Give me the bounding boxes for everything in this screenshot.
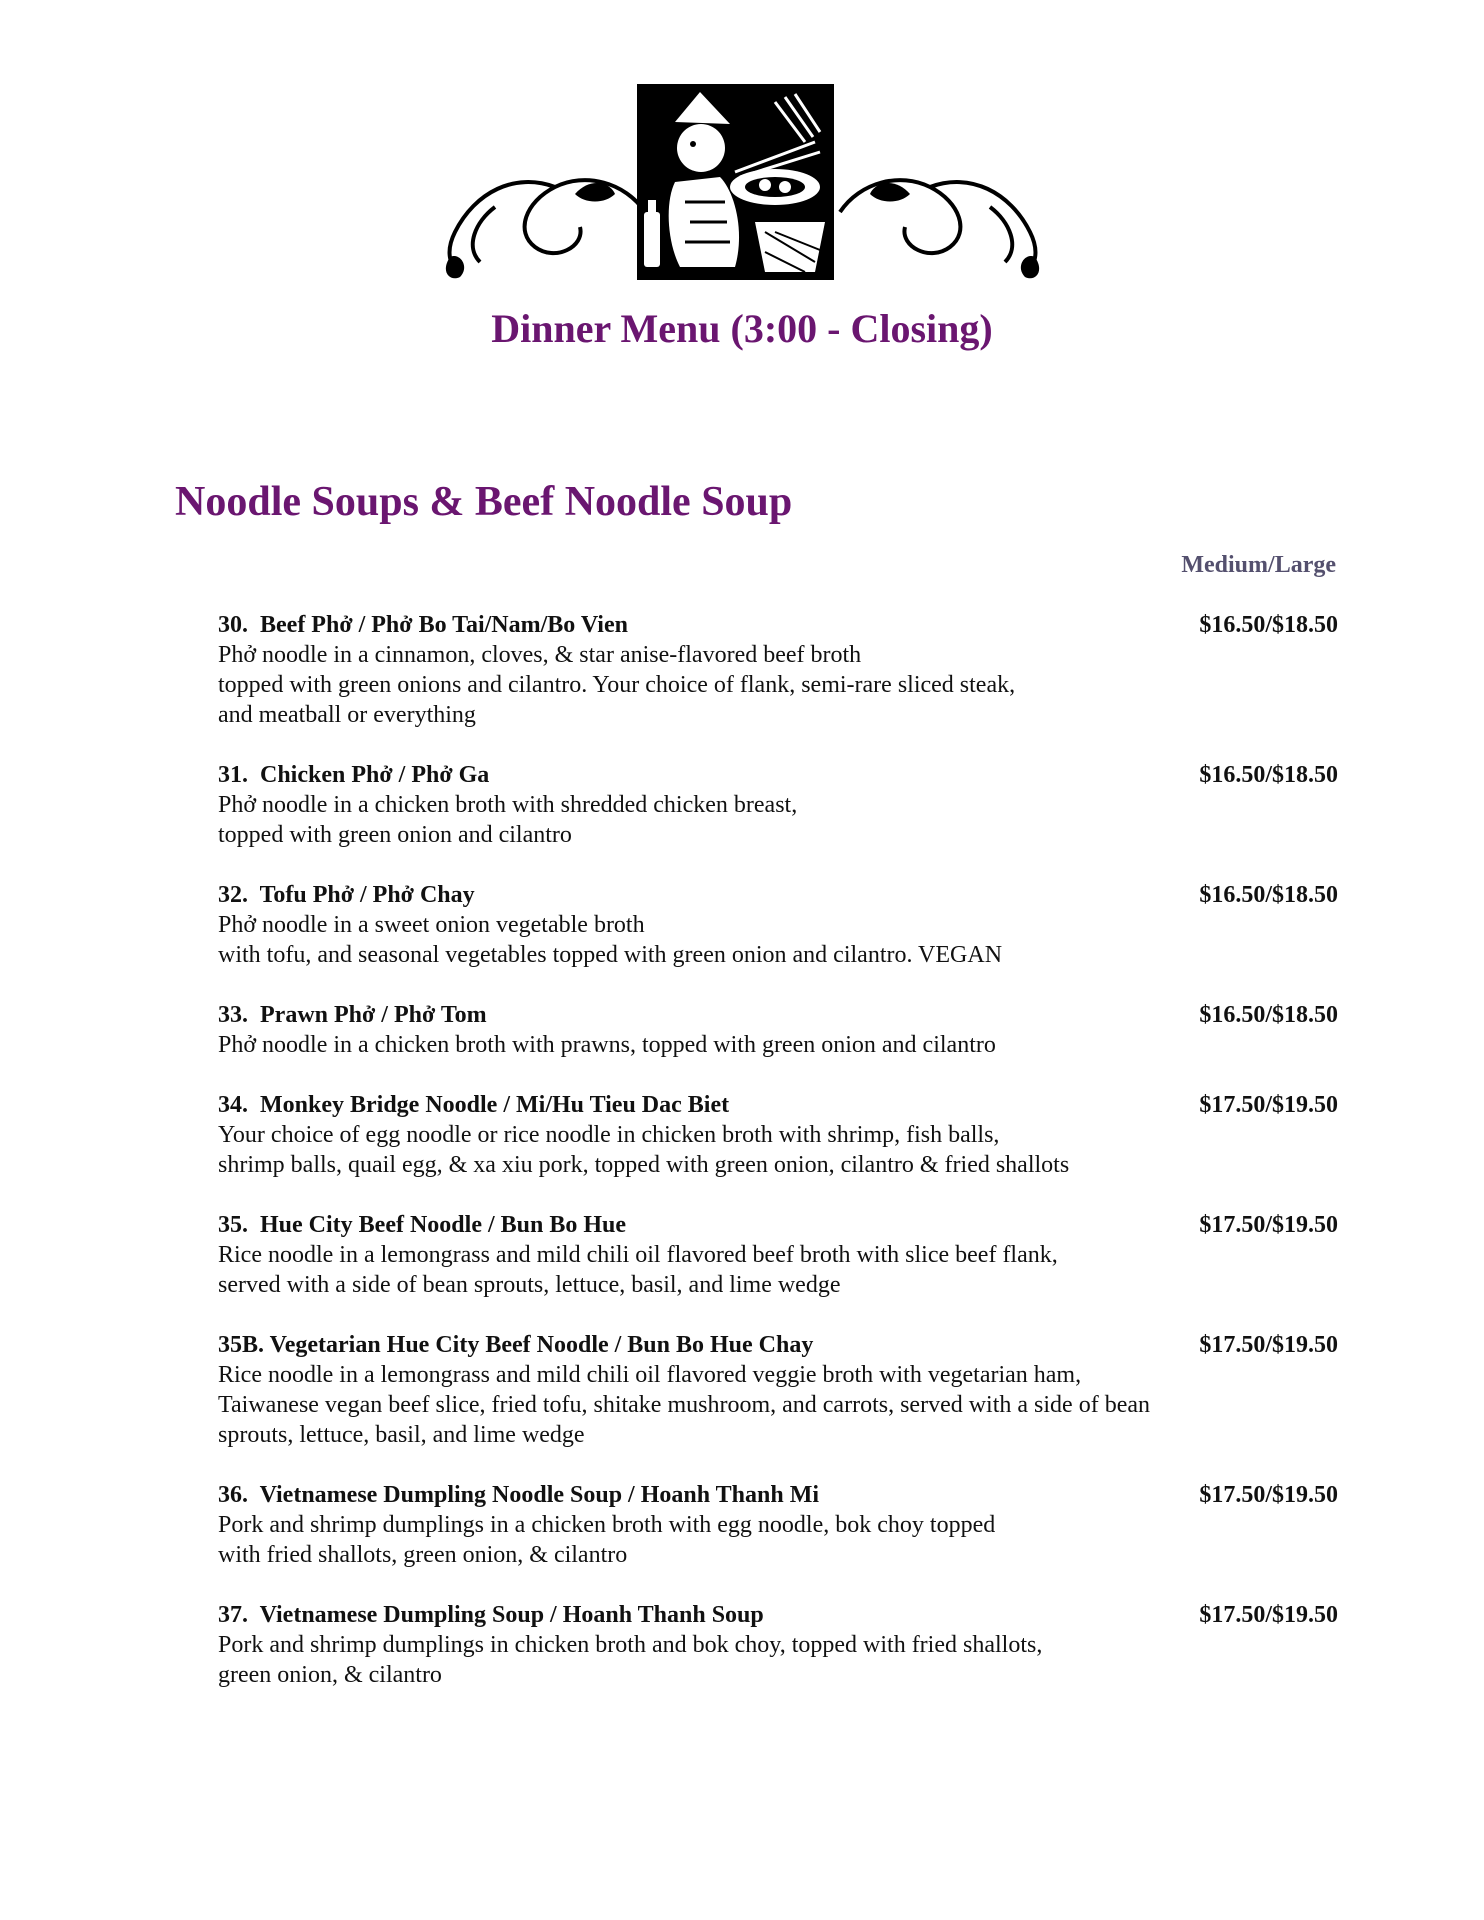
menu-item-name: 30. Beef Phở / Phở Bo Tai/Nam/Bo Vien [218, 612, 628, 638]
logo [435, 82, 1050, 282]
menu-item-price: $17.50/$19.50 [1199, 1092, 1338, 1118]
menu-item [218, 760, 1338, 850]
menu-item-header [218, 1600, 1338, 1630]
menu-item-name: 32. Tofu Phở / Phở Chay [218, 882, 475, 908]
menu-item-price: $17.50/$19.50 [1199, 1482, 1338, 1508]
menu-item-price: $16.50/$18.50 [1199, 762, 1338, 788]
menu-item-description: Phở noodle in a chicken broth with shredded chicken breast, topped with green onion and cilantro [218, 792, 798, 848]
size-column-label: Medium/Large [1181, 552, 1336, 578]
right-flourish-ornament [840, 180, 1035, 272]
menu-item-header [218, 610, 1338, 640]
menu-item [218, 1330, 1338, 1450]
vietnamese-girl-eating-pho-logo [435, 82, 1050, 282]
page-title: Dinner Menu (3:00 - Closing) [491, 306, 993, 351]
menu-item-header [218, 760, 1338, 790]
menu-item [218, 1000, 1338, 1060]
menu-item-description: Rice noodle in a lemongrass and mild chili oil flavored veggie broth with vegetarian ham, Taiwanese vegan beef slice, fried tofu, shitake mushroom, and carrots, served with a side of bean sprouts, lettuce, basil, and lime wedge [218, 1362, 1150, 1448]
menu-item-description: Your choice of egg noodle or rice noodle in chicken broth with shrimp, fish balls, shrimp balls, quail egg, & xa xiu pork, topped with green onion, cilantro & fried shallots [218, 1122, 1070, 1178]
menu-item-header [218, 1090, 1338, 1120]
menu-item-header [218, 1210, 1338, 1240]
menu-item-price: $16.50/$18.50 [1199, 612, 1338, 638]
menu-item-description: Pork and shrimp dumplings in chicken broth and bok choy, topped with fried shallots, green onion, & cilantro [218, 1632, 1043, 1688]
menu-item-name: 35B. Vegetarian Hue City Beef Noodle / Bun Bo Hue Chay [218, 1332, 814, 1358]
menu-item [218, 610, 1338, 730]
menu-item-header [218, 880, 1338, 910]
menu-item-description: Phở noodle in a sweet onion vegetable broth with tofu, and seasonal vegetables topped with green onion and cilantro. VEGAN [218, 912, 1003, 968]
menu-item [218, 1600, 1338, 1690]
menu-item-name: 37. Vietnamese Dumpling Soup / Hoanh Thanh Soup [218, 1602, 764, 1628]
menu-item-price: $17.50/$19.50 [1199, 1212, 1338, 1238]
menu-item [218, 880, 1338, 970]
menu-item [218, 1480, 1338, 1570]
menu-item-name: 35. Hue City Beef Noodle / Bun Bo Hue [218, 1212, 627, 1238]
menu-item-price: $17.50/$19.50 [1199, 1602, 1338, 1628]
menu-item-description: Pork and shrimp dumplings in a chicken broth with egg noodle, bok choy topped with fried shallots, green onion, & cilantro [218, 1512, 996, 1568]
menu-item-list [218, 610, 1338, 1720]
menu-item-description: Phở noodle in a chicken broth with prawns, topped with green onion and cilantro [218, 1032, 996, 1058]
left-flourish-ornament [450, 180, 645, 272]
menu-item-price: $17.50/$19.50 [1199, 1332, 1338, 1358]
menu-item-header [218, 1000, 1338, 1030]
menu-item-name: 33. Prawn Phở / Phở Tom [218, 1002, 487, 1028]
section-title: Noodle Soups & Beef Noodle Soup [175, 479, 793, 525]
menu-item [218, 1090, 1338, 1180]
menu-item-description: Phở noodle in a cinnamon, cloves, & star anise-flavored beef broth topped with green onions and cilantro. Your choice of flank, semi-rare sliced steak, and meatball or everything [218, 642, 1016, 728]
menu-item-price: $16.50/$18.50 [1199, 1002, 1338, 1028]
menu-item-name: 31. Chicken Phở / Phở Ga [218, 762, 490, 788]
menu-item [218, 1210, 1338, 1300]
menu-item-name: 36. Vietnamese Dumpling Noodle Soup / Hoanh Thanh Mi [218, 1482, 820, 1508]
menu-item-header [218, 1330, 1338, 1360]
menu-item-price: $16.50/$18.50 [1199, 882, 1338, 908]
menu-item-header [218, 1480, 1338, 1510]
menu-item-description: Rice noodle in a lemongrass and mild chili oil flavored beef broth with slice beef flank, served with a side of bean sprouts, lettuce, basil, and lime wedge [218, 1242, 1058, 1298]
menu-item-name: 34. Monkey Bridge Noodle / Mi/Hu Tieu Dac Biet [218, 1092, 730, 1118]
